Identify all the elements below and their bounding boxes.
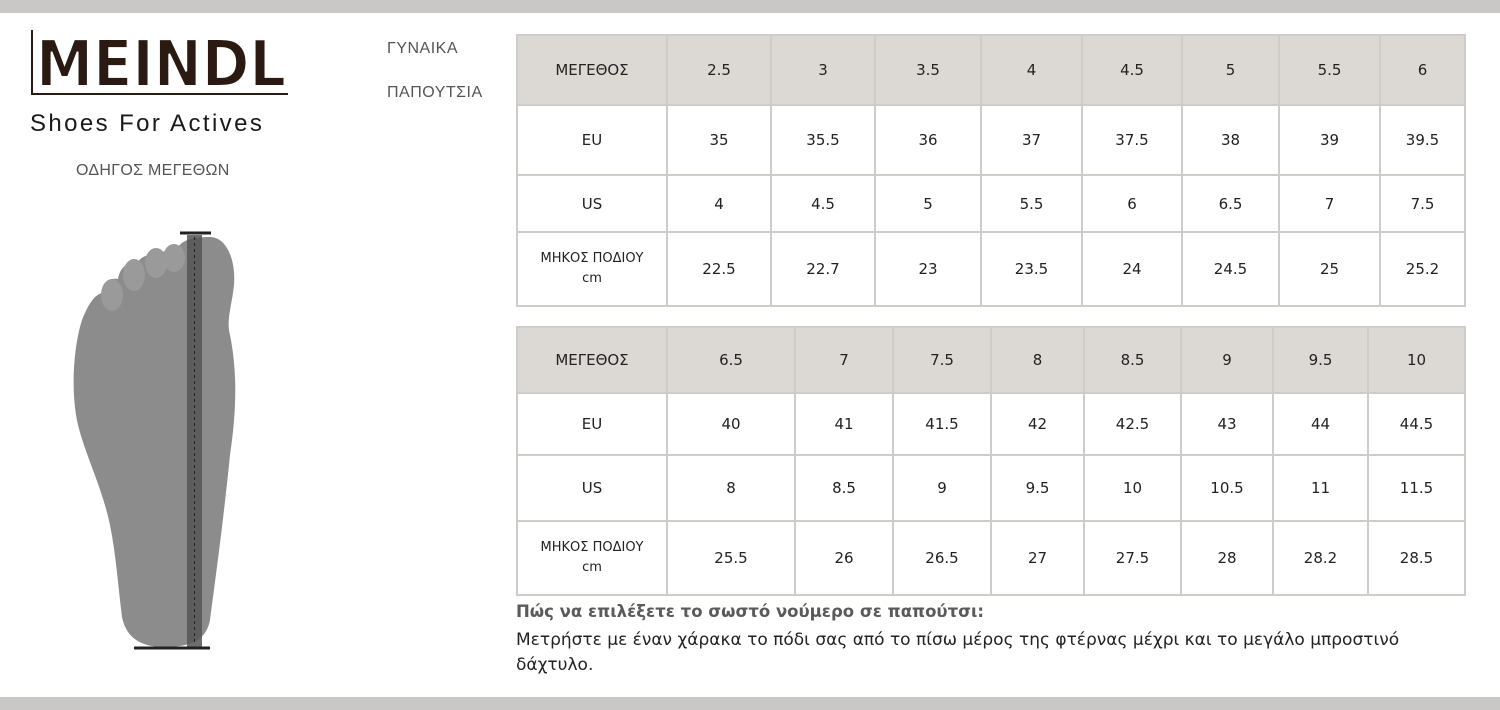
value-cell: 35 bbox=[667, 105, 771, 175]
value-cell: 4 bbox=[667, 175, 771, 232]
value-cell: 10 bbox=[1084, 455, 1181, 521]
row-label: EU bbox=[517, 105, 667, 175]
table-row bbox=[517, 521, 1465, 595]
value-cell: 22.7 bbox=[771, 232, 875, 306]
value-cell: 37 bbox=[981, 105, 1082, 175]
row-label bbox=[517, 232, 667, 306]
size-table-2 bbox=[516, 326, 1466, 596]
table-row bbox=[517, 35, 1465, 105]
value-cell: 41.5 bbox=[893, 393, 991, 455]
size-cell: 9 bbox=[1181, 327, 1273, 393]
top-band bbox=[0, 0, 1500, 13]
category-product: ΠΑΠΟΥΤΣΙΑ bbox=[387, 84, 483, 101]
value-cell: 25.5 bbox=[667, 521, 795, 595]
header-label: ΜΕΓΕΘΟΣ bbox=[517, 35, 667, 105]
size-cell: 4.5 bbox=[1082, 35, 1182, 105]
value-cell: 26 bbox=[795, 521, 893, 595]
value-cell: 6.5 bbox=[1182, 175, 1279, 232]
size-cell: 8.5 bbox=[1084, 327, 1181, 393]
size-cell: 7 bbox=[795, 327, 893, 393]
value-cell: 43 bbox=[1181, 393, 1273, 455]
value-cell: 39.5 bbox=[1380, 105, 1465, 175]
value-cell: 6 bbox=[1082, 175, 1182, 232]
value-cell: 42 bbox=[991, 393, 1084, 455]
value-cell: 8 bbox=[667, 455, 795, 521]
value-cell: 23.5 bbox=[981, 232, 1082, 306]
how-to-text: Μετρήστε με έναν χάρακα το πόδι σας από το πίσω μέρος της φτέρνας μέχρι και το μεγάλο μπροστινό δάχτυλο. bbox=[516, 630, 1400, 675]
logo-text: MEINDL bbox=[36, 28, 286, 98]
size-guide-title: ΟΔΗΓΟΣ ΜΕΓΕΘΩΝ bbox=[76, 162, 230, 179]
value-cell: 37.5 bbox=[1082, 105, 1182, 175]
value-cell: 26.5 bbox=[893, 521, 991, 595]
row-label-line1: ΜΗΚΟΣ ΠΟΔΙΟΥ bbox=[540, 251, 644, 266]
value-cell: 11 bbox=[1273, 455, 1368, 521]
value-cell: 27 bbox=[991, 521, 1084, 595]
size-cell: 5.5 bbox=[1279, 35, 1380, 105]
table-row bbox=[517, 327, 1465, 393]
row-label: US bbox=[517, 175, 667, 232]
value-cell: 22.5 bbox=[667, 232, 771, 306]
size-cell: 10 bbox=[1368, 327, 1465, 393]
header-label: ΜΕΓΕΘΟΣ bbox=[517, 327, 667, 393]
table-row bbox=[517, 393, 1465, 455]
size-cell: 6.5 bbox=[667, 327, 795, 393]
value-cell: 7.5 bbox=[1380, 175, 1465, 232]
value-cell: 36 bbox=[875, 105, 981, 175]
row-label: US bbox=[517, 455, 667, 521]
value-cell: 10.5 bbox=[1181, 455, 1273, 521]
value-cell: 44.5 bbox=[1368, 393, 1465, 455]
value-cell: 28 bbox=[1181, 521, 1273, 595]
value-cell: 23 bbox=[875, 232, 981, 306]
size-cell: 3 bbox=[771, 35, 875, 105]
value-cell: 24 bbox=[1082, 232, 1182, 306]
table-row bbox=[517, 455, 1465, 521]
value-cell: 44 bbox=[1273, 393, 1368, 455]
value-cell: 28.5 bbox=[1368, 521, 1465, 595]
table-row bbox=[517, 175, 1465, 232]
bottom-band bbox=[0, 697, 1500, 710]
table-row bbox=[517, 232, 1465, 306]
value-cell: 28.2 bbox=[1273, 521, 1368, 595]
size-cell: 8 bbox=[991, 327, 1084, 393]
value-cell: 39 bbox=[1279, 105, 1380, 175]
value-cell: 9.5 bbox=[991, 455, 1084, 521]
value-cell: 35.5 bbox=[771, 105, 875, 175]
row-label-line2: cm bbox=[582, 560, 602, 575]
size-cell: 9.5 bbox=[1273, 327, 1368, 393]
meindl-logo bbox=[30, 26, 292, 98]
how-to-title: Πώς να επιλέξετε το σωστό νούμερο σε παπούτσι: bbox=[516, 602, 984, 621]
value-cell: 7 bbox=[1279, 175, 1380, 232]
value-cell: 9 bbox=[893, 455, 991, 521]
row-label: EU bbox=[517, 393, 667, 455]
size-table-1 bbox=[516, 34, 1466, 307]
value-cell: 42.5 bbox=[1084, 393, 1181, 455]
value-cell: 25.2 bbox=[1380, 232, 1465, 306]
value-cell: 41 bbox=[795, 393, 893, 455]
value-cell: 25 bbox=[1279, 232, 1380, 306]
category-gender: ΓΥΝΑΙΚΑ bbox=[387, 40, 458, 57]
foot-measure-icon bbox=[60, 225, 250, 655]
value-cell: 40 bbox=[667, 393, 795, 455]
value-cell: 24.5 bbox=[1182, 232, 1279, 306]
value-cell: 38 bbox=[1182, 105, 1279, 175]
brand-tagline: Shoes For Actives bbox=[30, 110, 265, 137]
row-label-line2: cm bbox=[582, 271, 602, 286]
size-cell: 7.5 bbox=[893, 327, 991, 393]
value-cell: 8.5 bbox=[795, 455, 893, 521]
table-row bbox=[517, 105, 1465, 175]
size-cell: 5 bbox=[1182, 35, 1279, 105]
size-cell: 2.5 bbox=[667, 35, 771, 105]
value-cell: 4.5 bbox=[771, 175, 875, 232]
row-label-line1: ΜΗΚΟΣ ΠΟΔΙΟΥ bbox=[540, 540, 644, 555]
size-cell: 3.5 bbox=[875, 35, 981, 105]
value-cell: 5 bbox=[875, 175, 981, 232]
value-cell: 27.5 bbox=[1084, 521, 1181, 595]
size-cell: 4 bbox=[981, 35, 1082, 105]
value-cell: 11.5 bbox=[1368, 455, 1465, 521]
size-cell: 6 bbox=[1380, 35, 1465, 105]
value-cell: 5.5 bbox=[981, 175, 1082, 232]
row-label bbox=[517, 521, 667, 595]
